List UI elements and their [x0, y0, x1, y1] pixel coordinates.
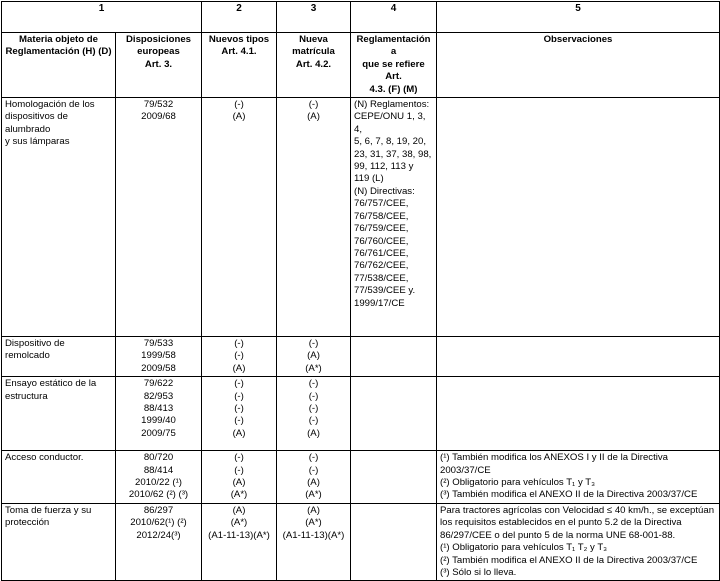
nueva-matricula-cell-line: (A) [307, 111, 320, 123]
reglamentacion-cell-line: 76/758/CEE, [354, 210, 409, 222]
nuevos-tipos-cell-line: (-) [234, 415, 244, 427]
nuevos-tipos-cell-line: (-) [234, 452, 244, 464]
nueva-matricula-cell-line: (A) [307, 477, 320, 489]
materia-cell [2, 451, 116, 504]
observaciones-cell [437, 377, 720, 451]
header-nueva-matricula [277, 33, 351, 98]
materia-cell [2, 337, 116, 377]
observaciones-cell-line: (¹) Obligatorio para vehículos T₁ T₂ y T₃ [440, 542, 608, 554]
disposiciones-cell-line: 82/953 [143, 390, 174, 402]
header-disposiciones [116, 33, 202, 98]
nueva-matricula-cell-line: (A*) [305, 517, 322, 529]
materia-cell-line: estructura [5, 390, 48, 402]
nuevos-tipos-cell-line: (A) [232, 427, 246, 439]
table-row [2, 377, 720, 451]
materia-cell-line: y sus lámparas [5, 136, 70, 148]
nueva-matricula-cell-line: (-) [308, 378, 319, 390]
header-nueva-matricula-line: Art. 4.2. [295, 58, 332, 70]
nueva-matricula-cell-line: (-) [308, 464, 319, 476]
reglamentacion-cell [351, 98, 437, 337]
header-disposiciones-line: europeas [137, 46, 180, 58]
nueva-matricula-cell-line: (A) [307, 350, 320, 362]
header-reglamentacion [351, 33, 437, 98]
nuevos-tipos-cell [202, 503, 277, 580]
nuevos-tipos-cell-line: (-) [234, 464, 244, 476]
reglamentacion-cell-line: 23, 31, 37, 38, 98, [354, 148, 432, 160]
nuevos-tipos-cell [202, 451, 277, 504]
observaciones-cell-line: Para tractores agrícolas con Velocidad ≤ 40 km/h., se exceptúan los requisitos establecidos en el punto 5.2 de la Directiva 86/297/CEE o del punto 5 de la norma UNE 68-001-88. [440, 504, 715, 541]
reglamentacion-cell-line: 76/761/CEE, [354, 247, 409, 259]
disposiciones-cell-line: 1999/40 [141, 415, 176, 427]
header-materia-line: Reglamentación (H) (D) [5, 46, 112, 58]
disposiciones-cell [116, 451, 202, 504]
nueva-matricula-cell-line: (A1-11-13)(A*) [282, 529, 345, 541]
reglamentacion-cell-line: 1999/17/CE [354, 297, 405, 309]
header-nuevos-tipos [202, 33, 277, 98]
reglamentacion-cell-line: 76/762/CEE, [354, 260, 409, 272]
observaciones-cell [437, 98, 720, 337]
nueva-matricula-cell [277, 337, 351, 377]
header-disposiciones-line: Art. 3. [144, 58, 173, 70]
disposiciones-cell-line: 2009/68 [141, 111, 176, 123]
observaciones-cell-line: (¹) También modifica los ANEXOS I y II de la Directiva 2003/37/CE [440, 452, 669, 476]
nuevos-tipos-cell-line: (A1-11-13)(A*) [208, 529, 270, 541]
disposiciones-cell [116, 98, 202, 337]
nueva-matricula-cell-line: (A) [307, 427, 320, 439]
column-number-row [2, 2, 720, 33]
disposiciones-cell-line: 2012/24(³) [136, 529, 181, 541]
nueva-matricula-cell-line: (-) [308, 390, 319, 402]
nuevos-tipos-cell-line: (A*) [230, 489, 248, 501]
reglamentacion-cell [351, 451, 437, 504]
materia-cell-line: dispositivos de alumbrado [5, 111, 68, 135]
nuevos-tipos-cell [202, 98, 277, 337]
disposiciones-cell-line: 2009/75 [141, 427, 176, 439]
regulation-table [1, 1, 720, 581]
nueva-matricula-cell [277, 503, 351, 580]
nuevos-tipos-cell-line: (-) [234, 378, 244, 390]
reglamentacion-cell [351, 503, 437, 580]
reglamentacion-cell-line: 76/757/CEE, [354, 198, 409, 210]
nuevos-tipos-cell [202, 337, 277, 377]
materia-cell [2, 503, 116, 580]
nueva-matricula-cell-line: (A) [307, 504, 320, 516]
observaciones-cell-line: (³) También modifica el ANEXO II de la Directiva 2003/37/CE [440, 489, 698, 501]
nueva-matricula-cell [277, 98, 351, 337]
reglamentacion-cell-line: 76/759/CEE, [354, 223, 409, 235]
nueva-matricula-cell-line: (-) [308, 403, 319, 415]
disposiciones-cell-line: 88/413 [143, 403, 174, 415]
nuevos-tipos-cell-line: (A) [232, 504, 246, 516]
column-number-3: 3 [277, 2, 351, 33]
disposiciones-cell-line: 2009/58 [141, 362, 176, 374]
nuevos-tipos-cell-line: (A*) [230, 517, 248, 529]
reglamentacion-cell-line: 99, 112, 113 y [354, 161, 414, 173]
column-number-1: 1 [2, 2, 202, 33]
table-row [2, 337, 720, 377]
materia-cell [2, 377, 116, 451]
nueva-matricula-cell-line: (-) [308, 338, 319, 350]
header-observaciones-line: Observaciones [543, 34, 613, 45]
nuevos-tipos-cell-line: (-) [234, 403, 244, 415]
nuevos-tipos-cell-line: (-) [234, 350, 244, 362]
materia-cell-line: Acceso conductor. [5, 452, 84, 464]
disposiciones-cell [116, 337, 202, 377]
column-number-5: 5 [437, 2, 720, 33]
materia-cell-line: Homologación de los [5, 99, 95, 111]
reglamentacion-cell-line: 5, 6, 7, 8, 19, 20, [354, 136, 427, 148]
header-observaciones [437, 33, 720, 98]
nuevos-tipos-cell-line: (A) [232, 111, 246, 123]
reglamentacion-cell-line: 119 (L) [354, 173, 384, 185]
column-number-2: 2 [202, 2, 277, 33]
disposiciones-cell-line: 1999/58 [141, 350, 176, 362]
reglamentacion-cell-line: (N) Reglamentos: [354, 99, 430, 111]
observaciones-cell-line: (²) Obligatorio para vehículos T₁ y T₃ [440, 477, 596, 489]
reglamentacion-cell-line: CEPE/ONU 1, 3, 4, [354, 111, 426, 135]
nueva-matricula-cell [277, 451, 351, 504]
header-materia-line: Materia objeto de [19, 34, 98, 45]
nuevos-tipos-cell-line: (A) [232, 362, 246, 374]
reglamentacion-cell-line: 77/538/CEE, [354, 272, 409, 284]
reglamentacion-cell [351, 377, 437, 451]
reglamentacion-cell-line: (N) Directivas: [354, 185, 415, 197]
nueva-matricula-cell-line: (A*) [305, 362, 322, 374]
reglamentacion-cell-line: 77/539/CEE y. [354, 285, 416, 297]
nueva-matricula-cell-line: (A*) [305, 489, 322, 501]
nueva-matricula-cell-line: (-) [308, 452, 319, 464]
observaciones-cell [437, 451, 720, 504]
disposiciones-cell [116, 377, 202, 451]
nuevos-tipos-cell-line: (-) [234, 338, 244, 350]
header-nuevos-tipos-line: Art. 4.1. [221, 46, 257, 58]
disposiciones-cell-line: 80/720 [143, 452, 174, 464]
header-reglamentacion-line: 4.3. (F) (M) [369, 83, 418, 95]
header-row [2, 33, 720, 98]
header-nuevos-tipos-line: Nuevos tipos [208, 34, 270, 45]
header-nueva-matricula-line: Nueva matrícula [292, 34, 335, 58]
nuevos-tipos-cell [202, 377, 277, 451]
disposiciones-cell-line: 79/532 [143, 99, 174, 111]
observaciones-cell-line: (²) También modifica el ANEXO II de la Directiva 2003/37/CE [440, 554, 698, 566]
observaciones-cell-line: (³) Sólo si lo lleva. [440, 566, 517, 578]
disposiciones-cell-line: 2010/62 (²) (³) [128, 489, 189, 501]
materia-cell-line: Dispositivo de remolcado [5, 338, 65, 362]
disposiciones-cell-line: 2010/62(¹) (²) [130, 517, 187, 529]
nueva-matricula-cell-line: (-) [308, 99, 319, 111]
disposiciones-cell-line: 79/533 [143, 338, 174, 350]
reglamentacion-cell-line: 76/760/CEE, [354, 235, 409, 247]
disposiciones-cell [116, 503, 202, 580]
disposiciones-cell-line: 2010/22 (¹) [135, 477, 182, 489]
column-number-4: 4 [351, 2, 437, 33]
nueva-matricula-cell [277, 377, 351, 451]
nueva-matricula-cell-line: (-) [308, 415, 319, 427]
materia-cell [2, 98, 116, 337]
disposiciones-cell-line: 88/414 [143, 464, 174, 476]
disposiciones-cell-line: 86/297 [143, 504, 174, 516]
table-row [2, 451, 720, 504]
observaciones-cell [437, 337, 720, 377]
header-reglamentacion-line: Reglamentación a [356, 34, 431, 58]
table-row [2, 503, 720, 580]
header-disposiciones-line: Disposiciones [125, 34, 192, 45]
materia-cell-line: Toma de fuerza y su [5, 504, 92, 516]
observaciones-cell [437, 503, 720, 580]
nuevos-tipos-cell-line: (A) [232, 477, 246, 489]
table-row [2, 98, 720, 337]
header-reglamentacion-line: que se refiere Art. [362, 58, 425, 83]
disposiciones-cell-line: 79/622 [143, 378, 174, 390]
header-materia [2, 33, 116, 98]
materia-cell-line: protección [5, 517, 50, 529]
nuevos-tipos-cell-line: (-) [234, 99, 244, 111]
nuevos-tipos-cell-line: (-) [234, 390, 244, 402]
materia-cell-line: Ensayo estático de la [5, 378, 97, 390]
reglamentacion-cell [351, 337, 437, 377]
